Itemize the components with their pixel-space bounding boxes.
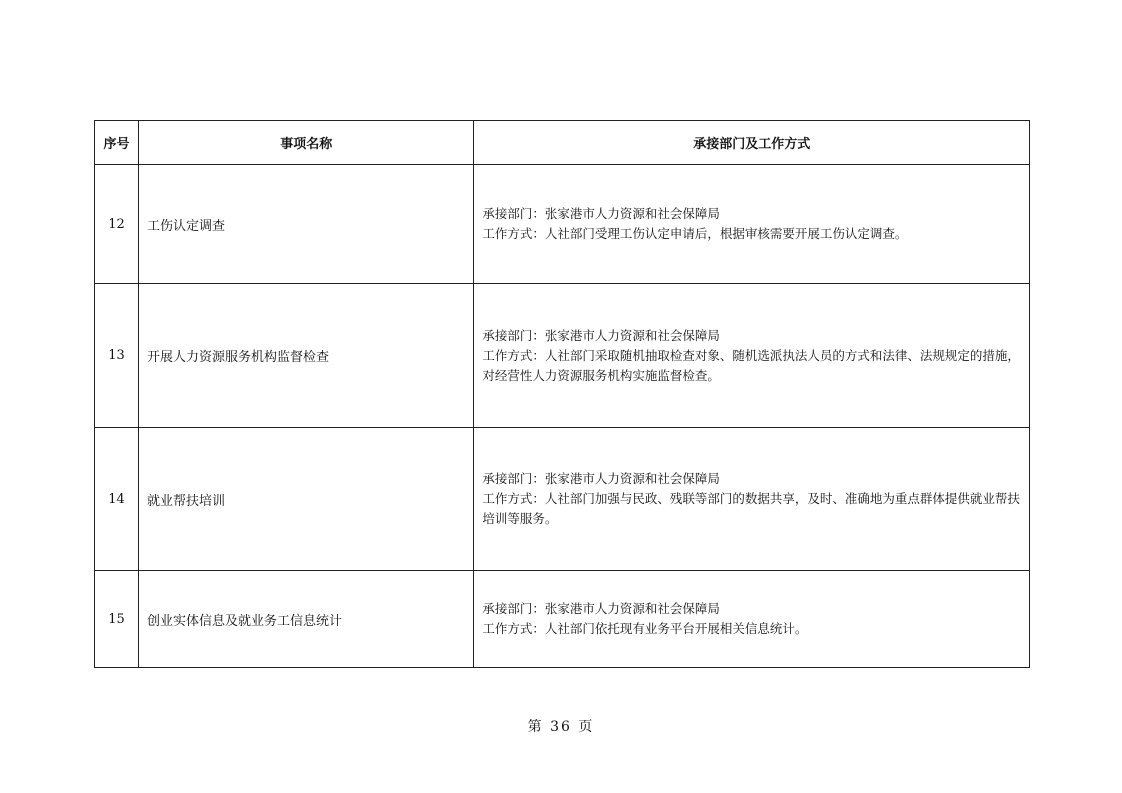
header-seq: 序号 [95,121,139,165]
table-row [95,428,1030,571]
row-seq: 12 [95,165,139,284]
page-number: 第 36 页 [527,719,595,735]
row-dept-cell [474,284,1030,428]
header-dept: 承接部门及工作方式 [474,121,1030,165]
table-row [95,165,1030,284]
row-seq: 14 [95,428,139,571]
row-name: 工伤认定调查 [139,165,474,284]
header-name: 事项名称 [139,121,474,165]
row-dept: 承接部门：张家港市人力资源和社会保障局 [482,206,720,221]
table-row [95,571,1030,668]
row-method: 工作方式：人社部门采取随机抽取检查对象、随机选派执法人员的方式和法律、法规规定的措施，对经营性人力资源服务机构实施监督检查。 [482,347,1020,383]
row-dept: 承接部门：张家港市人力资源和社会保障局 [482,327,720,343]
items-table [94,120,1030,668]
row-name: 创业实体信息及就业务工信息统计 [139,571,474,668]
row-method: 工作方式：人社部门加强与民政、残联等部门的数据共享，及时、准确地为重点群体提供就业帮扶培训等服务。 [482,491,1020,526]
table-row [95,284,1030,428]
table-header-row [95,121,1030,165]
row-name: 就业帮扶培训 [139,428,474,571]
row-name: 开展人力资源服务机构监督检查 [139,284,474,428]
row-method: 工作方式：人社部门受理工伤认定申请后，根据审核需要开展工伤认定调查。 [482,226,908,241]
row-seq: 15 [95,571,139,668]
row-seq: 13 [95,284,139,428]
row-dept-cell [474,165,1030,284]
row-method: 工作方式：人社部门依托现有业务平台开展相关信息统计。 [482,621,808,636]
row-dept-cell [474,571,1030,668]
row-dept: 承接部门：张家港市人力资源和社会保障局 [482,601,720,616]
row-dept: 承接部门：张家港市人力资源和社会保障局 [482,471,720,486]
row-dept-cell [474,428,1030,571]
